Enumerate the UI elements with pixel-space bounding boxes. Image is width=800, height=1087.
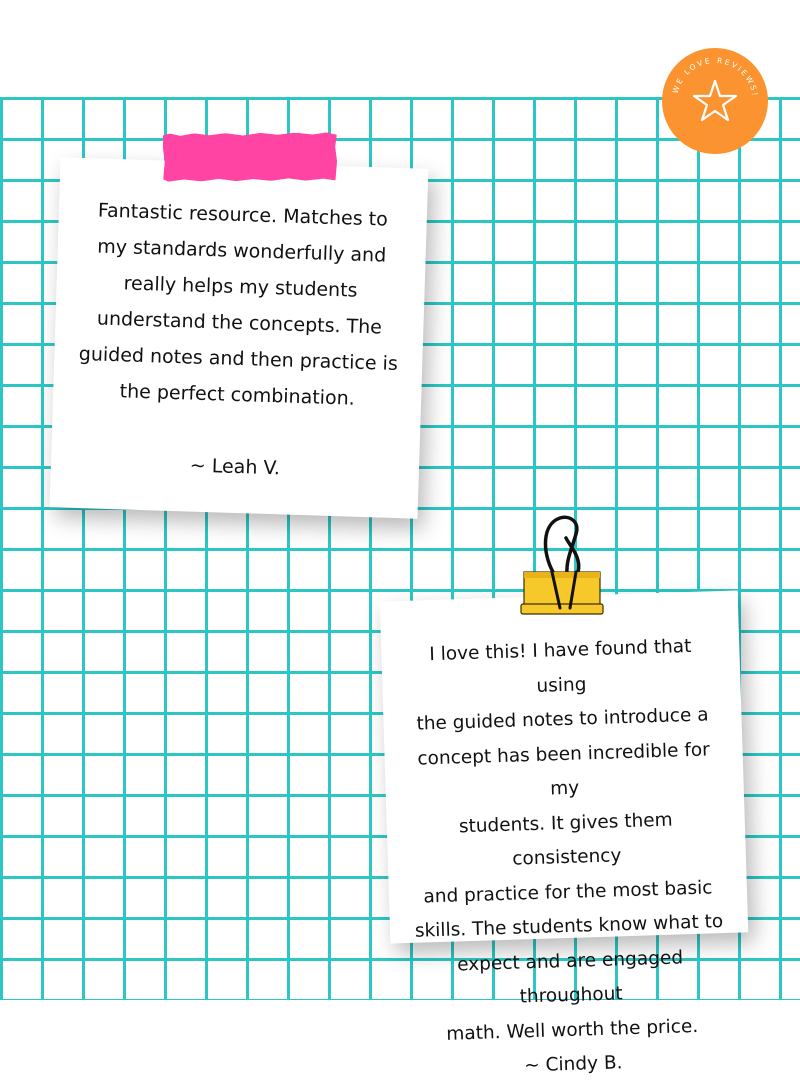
review-author-2: ~ Cindy B.	[523, 1052, 623, 1077]
review-text-1	[50, 157, 428, 490]
we-love-reviews-badge	[662, 48, 768, 154]
washi-tape	[163, 132, 337, 181]
star-icon	[694, 81, 736, 120]
review-line: understand the concepts. The	[96, 307, 383, 339]
review-line: skills. The students know what to	[414, 911, 724, 942]
review-line: Fantastic resource. Matches to	[97, 199, 389, 231]
binder-clip-icon	[520, 512, 606, 620]
review-line: the guided notes to introduce a	[416, 704, 709, 735]
review-line: and practice for the most basic	[423, 876, 713, 907]
review-card-2	[380, 590, 749, 1077]
review-line: concept has been incredible for my	[417, 738, 711, 800]
review-author-1: ~ Leah V.	[189, 454, 281, 480]
review-line: my standards wonderfully and	[96, 235, 387, 267]
review-line: expect and are engaged throughout	[456, 946, 684, 1008]
badge-text: WE LOVE REVIEWS!	[670, 55, 760, 99]
review-card-1	[50, 157, 429, 518]
review-line: I love this! I have found that using	[428, 635, 692, 697]
svg-text:WE LOVE REVIEWS!	[671, 56, 760, 98]
review-line: really helps my students	[123, 272, 358, 302]
review-line: the perfect combination.	[119, 380, 356, 410]
review-line: math. Well worth the price.	[446, 1015, 699, 1045]
review-line: guided notes and then practice is	[78, 342, 399, 375]
review-text-2	[380, 590, 753, 1087]
review-line: students. It gives them consistency	[458, 809, 673, 870]
